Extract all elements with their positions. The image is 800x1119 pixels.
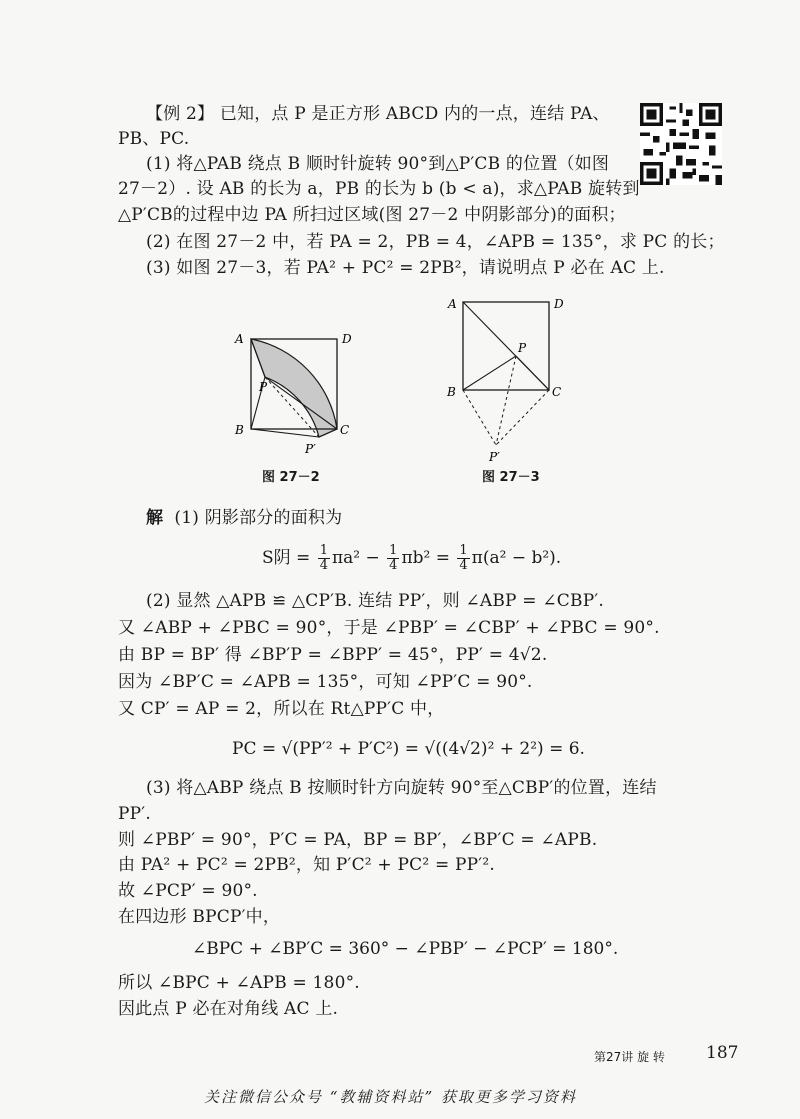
problem-line-6: (2) 在图 27－2 中，若 PA = 2，PB = 4，∠APB = 135°，求 PC 的长；	[146, 232, 725, 252]
problem-line-5: △P′CB的过程中边 PA 所扫过区域(图 27－2 中阴影部分)的面积；	[118, 205, 626, 225]
solution-part1-intro	[146, 507, 342, 529]
solution-part3-line: 因此点 P 必在对角线 AC 上.	[118, 999, 339, 1019]
fig2-label-b: B	[447, 385, 456, 399]
solution-part2-line: (2) 显然 △APB ≌ △CP′B. 连结 PP′，则 ∠ABP = ∠CBP′.	[146, 591, 604, 611]
eq1-frac-1: $\frac{1}{4}$	[319, 543, 328, 573]
figure-27-2-caption: 图 27－2	[262, 470, 320, 485]
solution-part1-text: (1) 阴影部分的面积为	[174, 508, 343, 528]
chapter-label: 第27讲 旋 转	[594, 1050, 665, 1064]
fig2-label-p-prime: P′	[489, 450, 500, 464]
fig2-label-a: A	[448, 297, 457, 311]
page-number: 187	[706, 1043, 739, 1063]
problem-line-3: (1) 将△PAB 绕点 B 顺时针旋转 90°到△P′CB 的位置（如图	[146, 154, 610, 174]
eq1-frac-2: $\frac{1}{4}$	[389, 543, 398, 573]
solution-part3-line: 则 ∠PBP′ = 90°，P′C = PA，BP = BP′，∠BP′C = ∠APB.	[118, 830, 598, 850]
fig1-label-p: P	[259, 380, 268, 394]
problem-line-1: 【例 2】 已知，点 P 是正方形 ABCD 内的一点，连结 PA、	[146, 104, 610, 124]
figure-27-2	[225, 325, 365, 475]
qr-code-image	[640, 103, 722, 185]
figure-27-3-caption: 图 27－3	[482, 470, 540, 485]
problem-line-4: 27－2）. 设 AB 的长为 a，PB 的长为 b (b < a)，求△PAB 旋转到	[118, 179, 640, 199]
solution-part1-equation	[262, 544, 561, 573]
fig2-label-c: C	[552, 385, 562, 399]
fig1-label-a: A	[235, 332, 244, 346]
eq1-term3: π(a² − b²).	[471, 548, 562, 568]
problem-line-7: (3) 如图 27－3，若 PA² + PC² = 2PB²，请说明点 P 必在 AC 上.	[146, 258, 665, 278]
solution-part3-line: 在四边形 BPCP′中，	[118, 907, 281, 927]
solution-part3-line: PP′.	[118, 804, 151, 824]
fig1-label-b: B	[235, 423, 244, 437]
fig2-label-d: D	[554, 297, 564, 311]
fig1-label-c: C	[340, 423, 350, 437]
fig1-label-d: D	[342, 332, 352, 346]
solution-part2-line: 又 CP′ = AP = 2，所以在 Rt△PP′C 中，	[118, 699, 445, 719]
solution-part3-equation: ∠BPC + ∠BP′C = 360° − ∠PBP′ − ∠PCP′ = 180°.	[192, 939, 619, 959]
solution-part3-line: 由 PA² + PC² = 2PB²，知 P′C² + PC² = PP′².	[118, 855, 495, 875]
watermark-text: 关注微信公众号 “教辅资料站” 获取更多学习资料	[204, 1088, 577, 1106]
problem-line-2: PB、PC.	[118, 129, 190, 149]
solution-part3-line: 所以 ∠BPC + ∠APB = 180°.	[118, 973, 360, 993]
eq1-term1: πa² −	[331, 548, 386, 568]
solution-part2-line: 因为 ∠BP′C = ∠APB = 135°，可知 ∠PP′C = 90°.	[118, 672, 533, 692]
eq1-lhs: S阴 =	[262, 548, 316, 568]
eq1-term2: πb² =	[401, 548, 456, 568]
solution-part2-equation: PC = √(PP′² + P′C²) = √((4√2)² + 2²) = 6.	[232, 739, 585, 759]
solution-part3-line: (3) 将△ABP 绕点 B 按顺时针方向旋转 90°至△CBP′的位置，连结	[146, 778, 657, 798]
fig1-label-p-prime: P′	[305, 442, 316, 456]
solution-part2-line: 又 ∠ABP + ∠PBC = 90°，于是 ∠PBP′ = ∠CBP′ + ∠PBC = 90°.	[118, 618, 660, 638]
solution-part3-line: 故 ∠PCP′ = 90°.	[118, 881, 258, 901]
eq1-frac-3: $\frac{1}{4}$	[459, 543, 468, 573]
solution-heading: 解	[146, 508, 164, 528]
figure-27-3	[440, 290, 580, 465]
fig2-label-p: P	[518, 341, 527, 355]
solution-part2-line: 由 BP = BP′ 得 ∠BP′P = ∠BPP′ = 45°，PP′ = 4√2.	[118, 645, 548, 665]
